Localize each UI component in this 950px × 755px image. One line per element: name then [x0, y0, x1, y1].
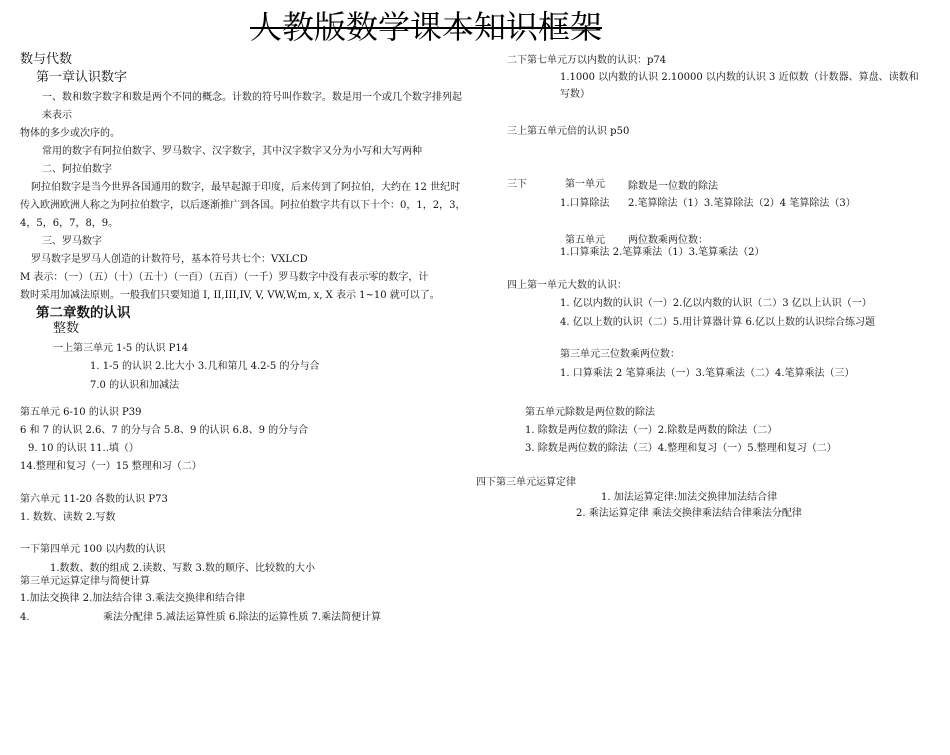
unit-item: 14.整理和复习（一）15 整理和习（二）: [20, 461, 202, 472]
page-title: 人教版数学课本知识框架: [250, 8, 603, 46]
grade-label: 三下: [507, 179, 527, 190]
roman-paragraph: 罗马数字是罗马人创造的计数符号，基本符号共七个：VXLCD: [31, 254, 308, 265]
unit-heading: 除数是一位数的除法: [628, 181, 718, 192]
unit-heading: 四下第三单元运算定律: [476, 477, 576, 488]
unit-item: 4. 亿以上数的认识（二）5.用计算器计算 6.亿以上数的认识综合练习题: [560, 317, 875, 328]
unit-heading: 四上第一单元大数的认识：: [507, 280, 627, 291]
unit-item: 1.加法交换律 2.加法结合律 3.乘法交换律和结合律: [20, 593, 245, 604]
unit-heading: 第三单元运算定律与简便计算: [20, 576, 150, 587]
unit-item: 1.数数、数的组成 2.读数、写数 3.数的顺序、比较数的大小: [50, 563, 315, 574]
unit-item: 乘法分配律 5.减法运算性质 6.除法的运算性质 7.乘法简便计算: [103, 612, 382, 623]
unit-heading: 一上第三单元 1-5 的认识 P14: [53, 343, 189, 354]
unit-heading: 三上第五单元倍的认识 p50: [507, 126, 630, 137]
unit-item: 3. 除数是两位数的除法（三）4.整理和复习（一）5.整理和复习（二）: [525, 443, 837, 454]
unit-item: 2. 乘法运算定律 乘法交换律乘法结合律乘法分配律: [576, 508, 802, 519]
unit-heading: 第六单元 11-20 各数的认识 P73: [20, 494, 168, 505]
unit-item: 1. 数数、读数 2.写数: [20, 512, 116, 523]
unit-item: 9. 10 的认识 11..填（）: [28, 443, 139, 454]
unit-label: 第一单元: [565, 179, 605, 190]
roman-paragraph: 数时采用加减法原则。一般我们只要知道 I, II,III,IV, V, VW,W,m, x, X 表示 1~10 就可以了。: [20, 290, 440, 301]
unit-heading: 一下第四单元 100 以内数的认识: [20, 544, 166, 555]
unit-heading: 第三单元三位数乘两位数：: [560, 349, 680, 360]
unit-heading: 第五单元 6-10 的认识 P39: [20, 407, 142, 418]
unit-heading: 二下第七单元万以内数的认识：p74: [507, 55, 667, 66]
unit-item: 1.1000 以内数的认识 2.10000 以内数的认识 3 近似数（计数器、算盘、读数和: [560, 72, 919, 83]
unit-item: 2.笔算除法（1）3.笔算除法（2）4 笔算除法（3）: [628, 198, 856, 209]
arabic-paragraph: 传入欧洲欧洲人称之为阿拉伯数字，以后逐渐推广到各国。阿拉伯数字共有以下十个：0，1，2，3，: [20, 200, 466, 211]
chapter1-paragraph: 来表示: [42, 110, 72, 121]
unit-item: 1. 口算乘法 2 笔算乘法（一）3.笔算乘法（二）4.笔算乘法（三）: [560, 368, 855, 379]
chapter2-heading: 第二章数的认识: [36, 305, 131, 321]
unit-heading: 第五单元除数是两位数的除法: [525, 407, 655, 418]
chapter1-paragraph: 物体的多少或次序的。: [20, 128, 120, 139]
unit-item: 1. 加法运算定律:加法交换律加法结合律: [601, 492, 778, 503]
unit-item: 1. 1-5 的认识 2.比大小 3.几和第几 4.2-5 的分与合: [90, 361, 320, 372]
unit-item: 6 和 7 的认识 2.6、7 的分与合 5.8、9 的认识 6.8、9 的分与合: [20, 425, 309, 436]
unit-item: 1. 亿以内数的认识（一）2.亿以内数的认识（二）3 亿以上认识（一）: [560, 298, 872, 309]
chapter1-paragraph: 常用的数字有阿拉伯数字、罗马数字、汉字数字，其中汉字数字又分为小写和大写两种: [42, 146, 422, 157]
arabic-paragraph: 4，5，6，7，8，9。: [20, 218, 119, 229]
roman-paragraph: M 表示：（一）（五）（十）（五十）（一百）（五百）（一千）罗马数字中没有表示零的数字，计: [20, 272, 429, 283]
unit-label: 第五单元: [565, 235, 605, 246]
unit-heading: 两位数乘两位数：: [628, 235, 708, 246]
unit-item-number: 4.: [20, 612, 30, 623]
unit-item: 1.口算乘法 2.笔算乘法（1）3.笔算乘法（2）: [560, 247, 765, 258]
unit-item: 1.口算除法: [560, 198, 610, 209]
integer-subheading: 整数: [53, 321, 80, 336]
arabic-heading: 二、阿拉伯数字: [42, 164, 112, 175]
chapter1-paragraph: 一、数和数字数字和数是两个不同的概念。计数的符号叫作数字。数是用一个或几个数字排列起: [42, 92, 462, 103]
section-heading: 数与代数: [20, 52, 73, 67]
unit-item: 7.0 的认识和加减法: [90, 380, 180, 391]
unit-item: 写数）: [560, 89, 590, 100]
arabic-paragraph: 阿拉伯数字是当今世界各国通用的数字，最早起源于印度，后来传到了阿拉伯，大约在 12 世纪时: [31, 182, 461, 193]
unit-item: 1. 除数是两位数的除法（一）2.除数是两数的除法（二）: [525, 425, 778, 436]
roman-heading: 三、罗马数字: [42, 236, 102, 247]
chapter1-heading: 第一章认识数字: [36, 70, 128, 85]
